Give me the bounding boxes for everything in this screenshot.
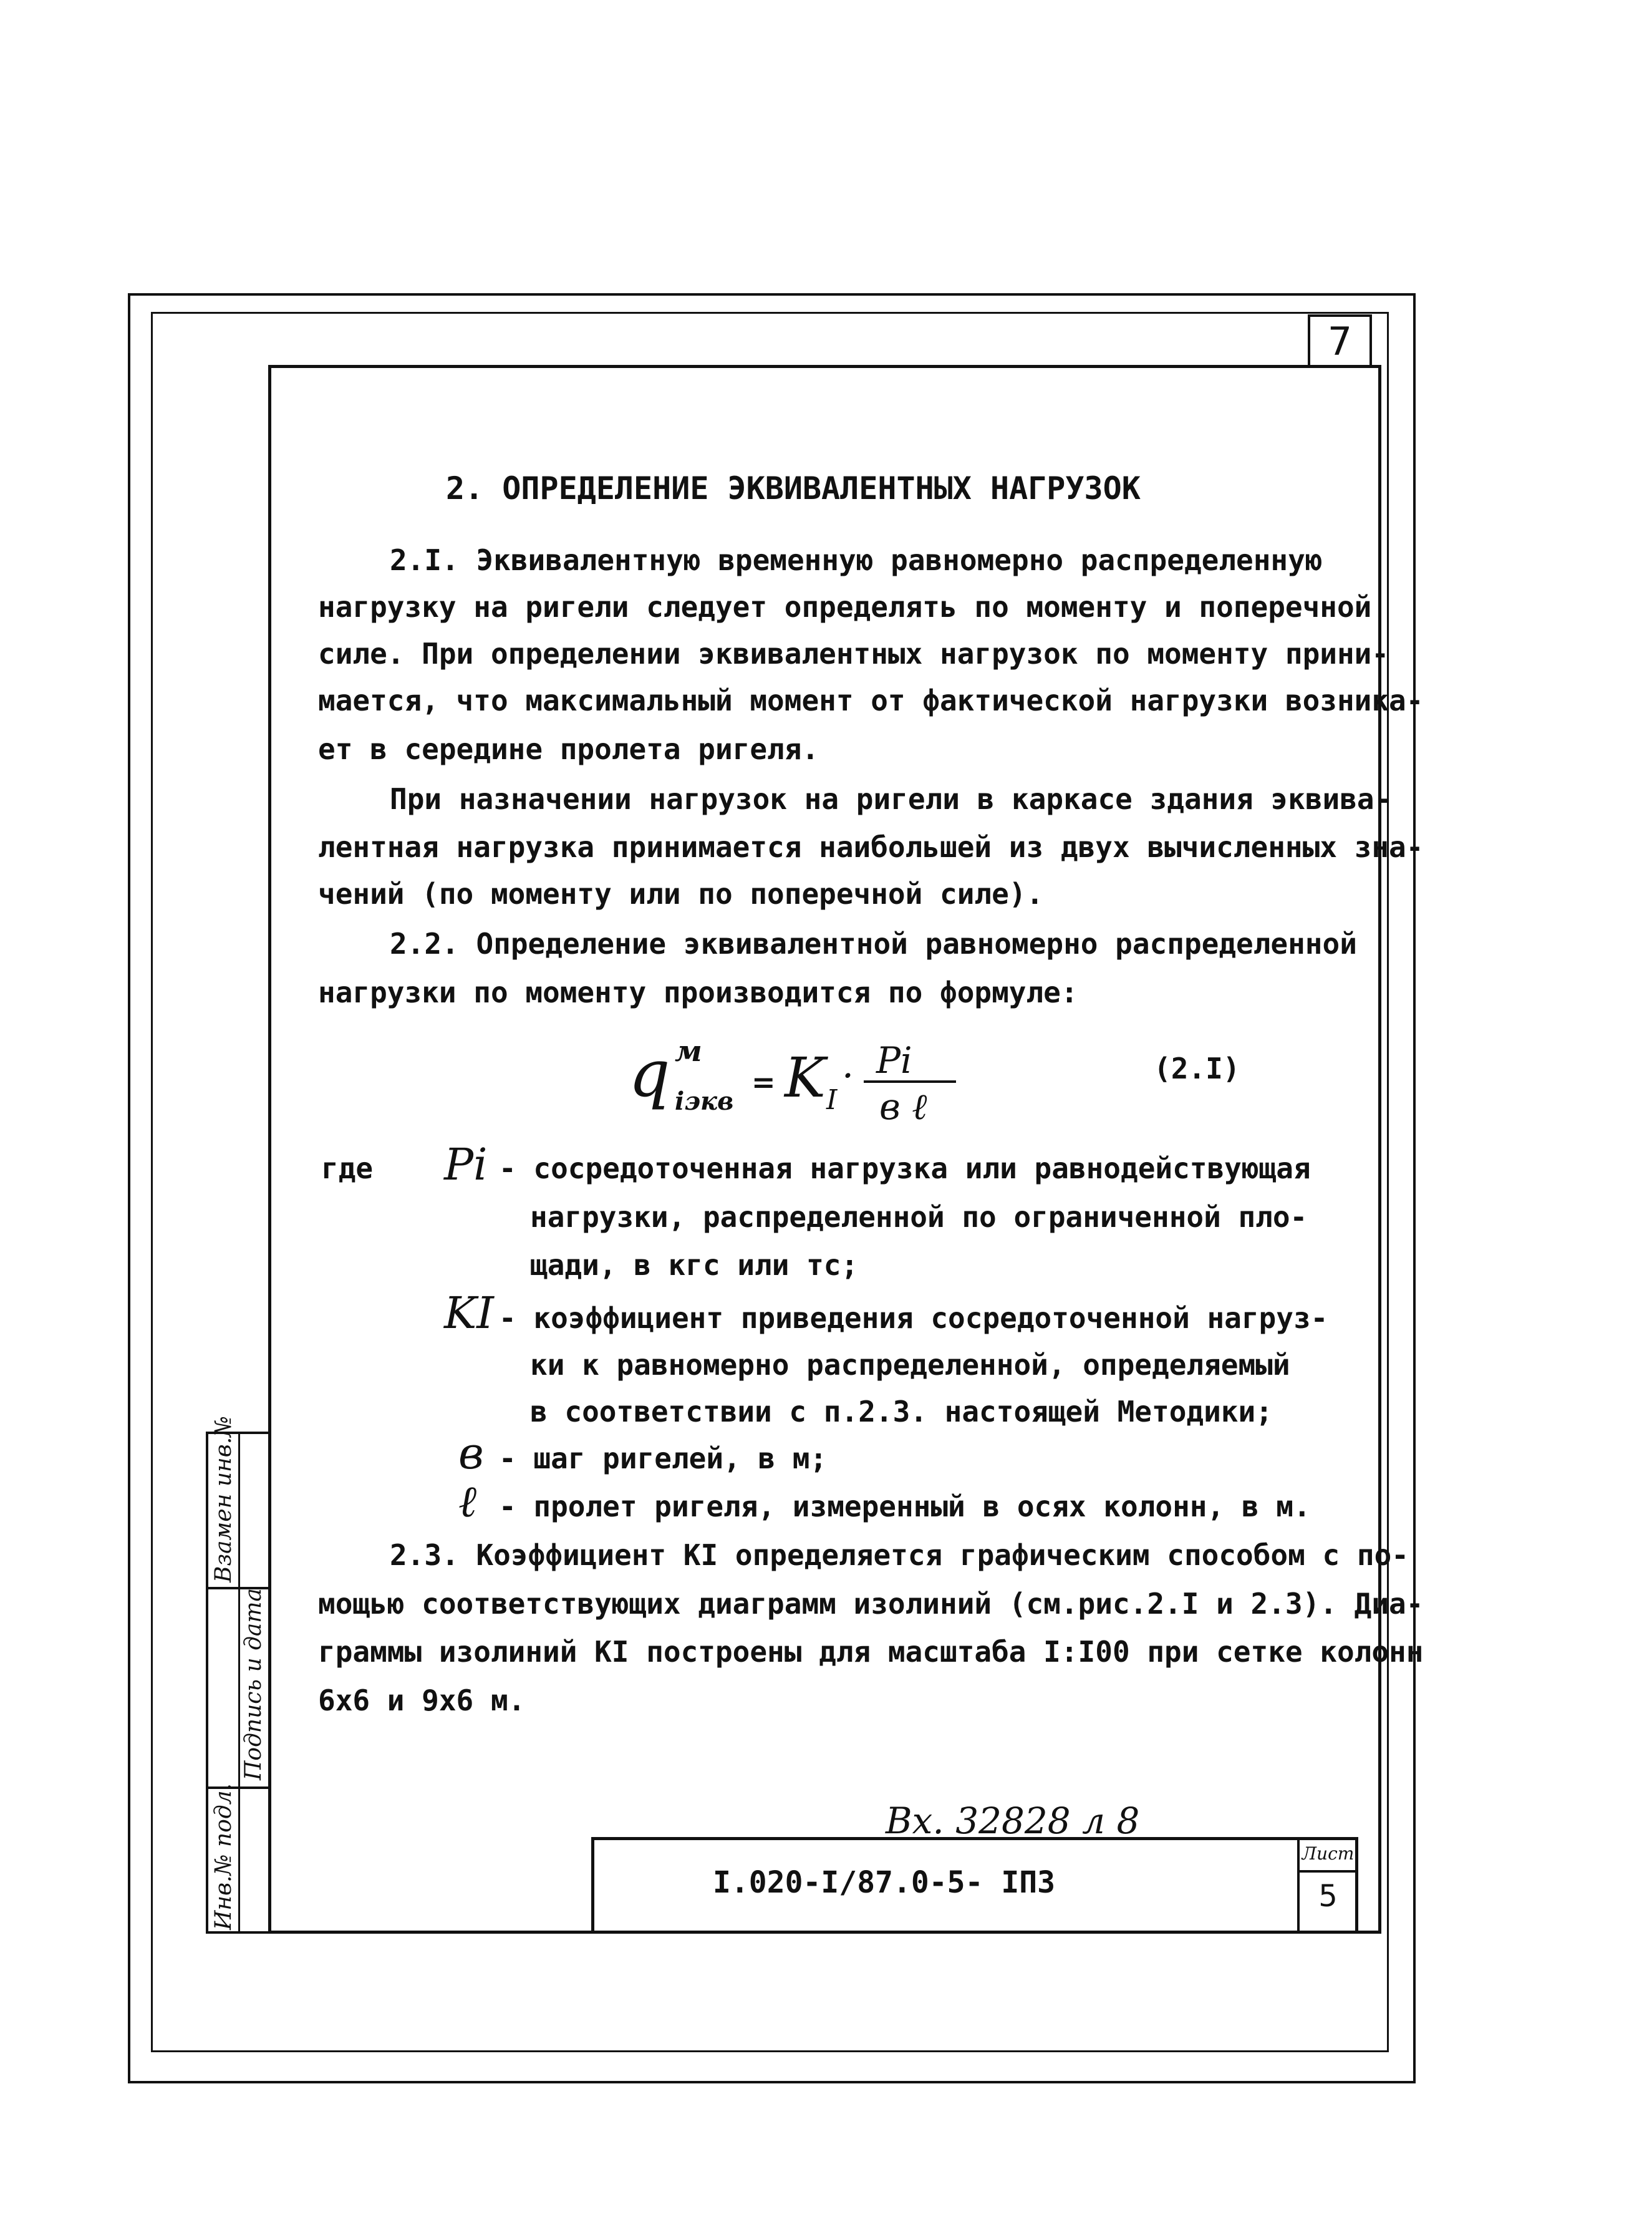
para-2-3-line: 6х6 и 9х6 м. [318, 1684, 526, 1717]
formula-equals: = [751, 1065, 776, 1099]
symbol-k1: KI [444, 1287, 494, 1339]
formula-k: K [785, 1045, 826, 1110]
formula-subscript: iэкв [675, 1087, 734, 1116]
side-label-inventory: Инв.№ подл. [211, 1783, 236, 1930]
para-2-1-line: 2.I. Эквивалентную временную равномерно распределенную [390, 543, 1323, 577]
formula-q: q [629, 1035, 670, 1112]
para-2-3-line: граммы изолиний KI построены для масштаба I:I00 при сетке колонн [318, 1635, 1424, 1669]
para-2-1-line: мается, что максимальный момент от фактической нагрузки возника- [318, 684, 1424, 717]
side-label-replacement: Взамен инв.№ [211, 1415, 236, 1583]
para-2-1-line: нагрузку на ригели следует определять по моменту и поперечной [318, 590, 1372, 624]
formula-numerator: Pi [876, 1039, 912, 1082]
para-2-1-line: ет в середине пролета ригеля. [318, 732, 819, 766]
where-label: где [321, 1151, 374, 1185]
page-number: 7 [1308, 314, 1372, 368]
side-stamp-strip [206, 1415, 271, 1934]
definition-line: - пролет ригеля, измеренный в осях колонн, в м. [499, 1490, 1311, 1523]
formula-number: (2.I) [1154, 1052, 1240, 1085]
definition-line: - шаг ригелей, в м; [499, 1442, 828, 1475]
definition-line: щади, в кгс или тс; [530, 1248, 859, 1282]
sheet-number: 5 [1318, 1879, 1338, 1914]
para-2-1b-line: При назначении нагрузок на ригели в каркасе здания эквива- [390, 782, 1392, 816]
definition-line: нагрузки, распределенной по ограниченной пло- [530, 1200, 1308, 1234]
para-2-3-line: 2.3. Коэффициент KI определяется графическим способом с по- [390, 1538, 1409, 1572]
formula-denominator: в ℓ [879, 1085, 927, 1128]
formula-k-subscript: I [826, 1084, 838, 1116]
para-2-2-line: 2.2. Определение эквивалентной равномерно распределенной [390, 927, 1357, 961]
formula-superscript: м [675, 1034, 702, 1068]
formula-2-1: q м iэкв = K I · Pi в ℓ [624, 1035, 1010, 1135]
definition-line: в соответствии с п.2.3. настоящей Методики; [530, 1395, 1273, 1428]
incoming-stamp: Вх. 32828 л 8 [886, 1800, 1140, 1842]
definition-line: - коэффициент приведения сосредоточенной нагруз- [499, 1301, 1328, 1335]
symbol-b: в [458, 1428, 484, 1479]
para-2-1-line: силе. При определении эквивалентных нагрузок по моменту прини- [318, 637, 1389, 671]
symbol-l: ℓ [458, 1476, 477, 1527]
para-2-1b-line: лентная нагрузка принимается наибольшей из двух вычисленных зна- [318, 830, 1424, 864]
side-label-signature: Подпись и дата [241, 1588, 266, 1780]
sheet-label: Лист [1300, 1840, 1356, 1873]
symbol-pi: Pi [444, 1139, 488, 1190]
definition-line: ки к равномерно распределенной, определяемый [530, 1348, 1290, 1382]
sheet-box [1297, 1840, 1356, 1931]
para-2-1b-line: чений (по моменту или по поперечной силе). [318, 877, 1044, 911]
title-block [591, 1837, 1358, 1934]
para-2-3-line: мощью соответствующих диаграмм изолиний (см.рис.2.I и 2.3). Диа- [318, 1587, 1424, 1621]
document-code: I.020-I/87.0-5- IПЗ [713, 1865, 1056, 1900]
para-2-2-line: нагрузки по моменту производится по формуле: [318, 976, 1078, 1009]
section-heading: 2. ОПРЕДЕЛЕНИЕ ЭКВИВАЛЕНТНЫХ НАГРУЗОК [446, 470, 1141, 507]
definition-line: - сосредоточенная нагрузка или равнодействующая [499, 1151, 1311, 1185]
